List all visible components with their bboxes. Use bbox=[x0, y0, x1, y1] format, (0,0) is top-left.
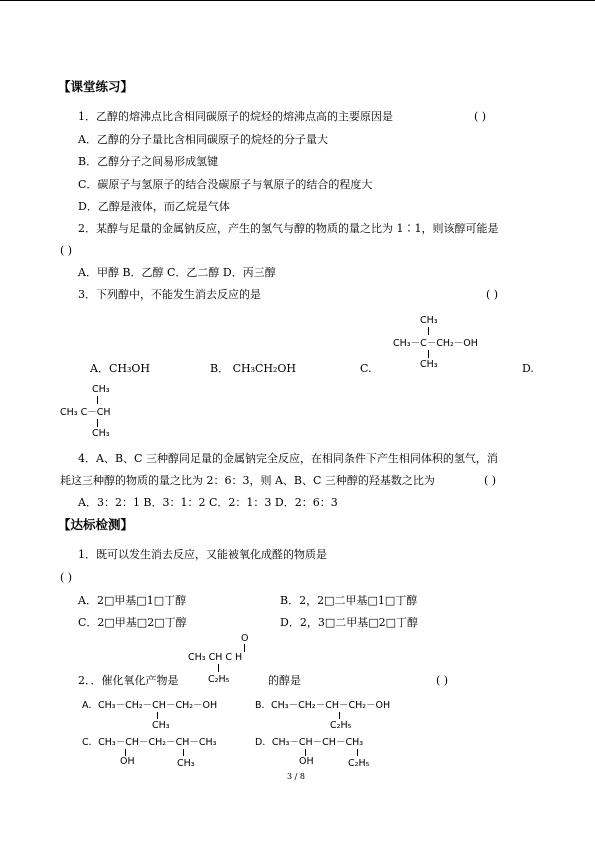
q3-option-c: C. bbox=[360, 362, 372, 375]
s2-q2-stem-pre: 2．．催化氧化产物是 bbox=[78, 674, 179, 687]
s2-q1-option-c: C．2□甲基□2□丁醇 bbox=[78, 616, 187, 629]
top-rule bbox=[0, 0, 595, 1]
q1-option-d: D．乙醇是液体，而乙烷是气体 bbox=[78, 200, 230, 213]
q1-stem: 1．乙醇的熔沸点比含相同碳原子的烷烃的熔沸点高的主要原因是 bbox=[78, 110, 393, 123]
q3-c-struct-bottom: CH₃ bbox=[420, 359, 438, 370]
s2-q1-option-a: A．2□甲基□1□丁醇 bbox=[78, 594, 187, 607]
q3-d-bond-down bbox=[97, 419, 98, 427]
s2-q2-option-b: B．CH₃－CH₂－CH－CH₂－OH bbox=[255, 700, 391, 711]
q2-options: A．甲醇 B．乙醇 C．乙二醇 D．丙三醇 bbox=[78, 266, 276, 279]
q4-answer-paren: ( ) bbox=[484, 474, 497, 487]
section-title-practice: 【课堂练习】 bbox=[58, 79, 134, 94]
s2-q2-product-bond-co bbox=[244, 644, 245, 652]
q4-line2: 耗这三种醇的物质的量之比为 2：6：3，则 A、B、C 三种醇的羟基数之比为 bbox=[60, 474, 435, 487]
s2-q2-b-bond bbox=[339, 712, 340, 719]
s2-q2-product-mid: CH₃ CH C H bbox=[188, 652, 243, 663]
q3-d-struct-bottom: CH₃ bbox=[92, 428, 110, 439]
q3-option-b: B． CH₃CH₂OH bbox=[210, 362, 297, 375]
s2-q2-option-c-sub2: CH₃ bbox=[177, 758, 195, 769]
q1-answer-paren: ( ) bbox=[474, 110, 487, 123]
q1-option-c: C．碳原子与氢原子的结合没碳原子与氧原子的结合的程度大 bbox=[78, 178, 373, 191]
q3-stem: 3．下列醇中，不能发生消去反应的是 bbox=[78, 288, 261, 301]
s2-q1-option-b: B．2，2□二甲基□1□丁醇 bbox=[280, 594, 418, 607]
s2-q2-product-bottom: C₂H₅ bbox=[208, 674, 230, 685]
q3-answer-paren: ( ) bbox=[486, 288, 499, 301]
s2-q2-stem-post: 的醇是 bbox=[268, 674, 301, 687]
s2-q2-option-a: A．CH₃－CH₂－CH－CH₂－OH bbox=[82, 700, 218, 711]
q3-option-a: A．CH₃OH bbox=[90, 362, 150, 375]
q3-c-struct-mid: CH₃－C－CH₂－OH bbox=[393, 338, 478, 349]
q3-c-bond-down bbox=[428, 350, 429, 358]
s2-q2-option-d-sub1: OH bbox=[299, 756, 314, 767]
q3-d-bond-up bbox=[97, 396, 98, 404]
s2-q2-answer-paren: ( ) bbox=[436, 674, 449, 687]
s2-q2-c-bond-2 bbox=[183, 749, 184, 756]
q3-c-bond-up bbox=[428, 327, 429, 335]
q1-option-a: A．乙醇的分子量比含相同碳原子的烷烃的分子量大 bbox=[78, 133, 328, 146]
s2-q2-option-b-sub: C₂H₅ bbox=[330, 720, 352, 731]
q3-c-struct-top: CH₃ bbox=[420, 315, 438, 326]
section-title-check: 【达标检测】 bbox=[58, 517, 134, 532]
s2-q2-product-bond-down bbox=[218, 664, 219, 672]
s2-q2-c-bond-1 bbox=[125, 749, 126, 756]
s2-q2-option-d: D．CH₃－CH－CH－CH₃ bbox=[255, 737, 364, 748]
s2-q2-a-bond bbox=[157, 712, 158, 719]
s2-q2-d-bond-1 bbox=[305, 749, 306, 756]
s2-q1-stem: 1．既可以发生消去反应，又能被氧化成醛的物质是 bbox=[78, 548, 327, 561]
q3-d-struct-top: CH₃ bbox=[92, 384, 110, 395]
q3-d-struct-mid: CH₃ C－CH bbox=[60, 407, 111, 418]
q3-option-d: D. bbox=[522, 362, 534, 375]
q2-answer-paren: ( ) bbox=[60, 244, 73, 257]
q4-line1: 4．A、B、C 三种醇同足量的金属钠完全反应，在相同条件下产生相同体积的氢气，消 bbox=[78, 452, 498, 465]
s2-q2-option-d-sub2: C₂H₅ bbox=[348, 758, 370, 769]
page-number: 3 / 8 bbox=[287, 772, 305, 781]
s2-q1-option-d: D．2，3□二甲基□2□丁醇 bbox=[280, 616, 418, 629]
q4-options: A．3：2：1 B．3：1：2 C．2：1：3 D．2：6：3 bbox=[78, 496, 338, 509]
s2-q2-option-a-sub: CH₃ bbox=[152, 720, 170, 731]
s2-q2-d-bond-2 bbox=[357, 749, 358, 756]
s2-q2-product-top: O bbox=[241, 633, 249, 644]
s2-q2-option-c: C．CH₃－CH－CH₂－CH－CH₃ bbox=[82, 737, 217, 748]
s2-q1-answer-paren: ( ) bbox=[60, 571, 73, 584]
q1-option-b: B．乙醇分子之间易形成氢键 bbox=[78, 155, 219, 168]
s2-q2-option-c-sub1: OH bbox=[120, 756, 135, 767]
q2-stem-text: 2．某醇与足量的金属钠反应，产生的氢气与醇的物质的量之比为 1∶1，则该醇可能是 bbox=[78, 222, 499, 235]
